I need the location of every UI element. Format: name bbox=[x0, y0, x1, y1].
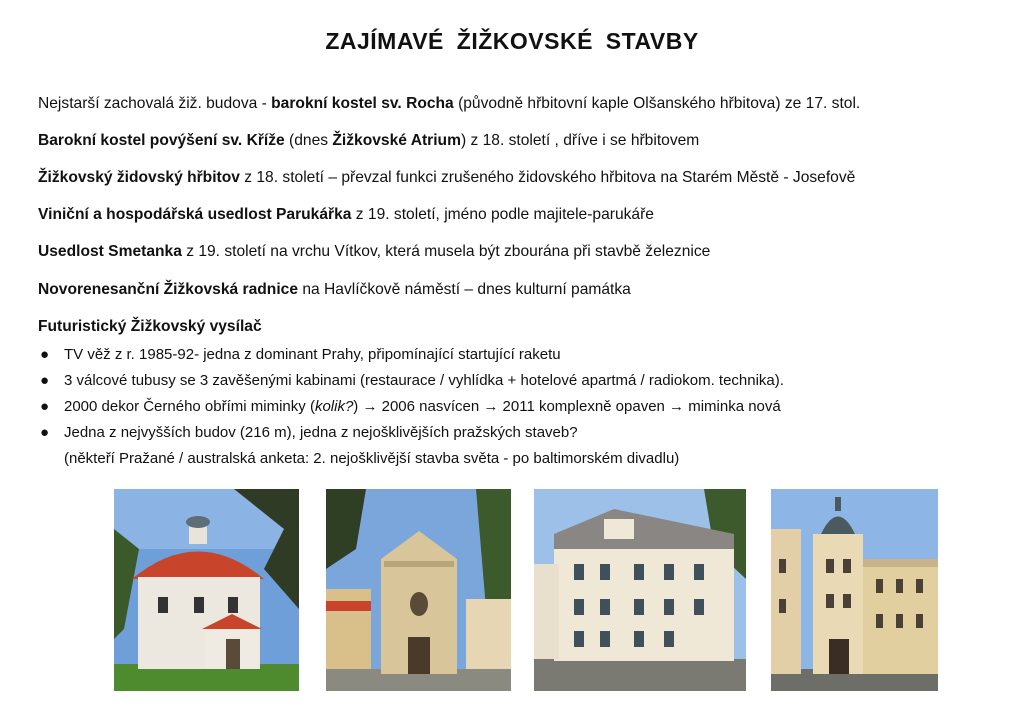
bullet-item: ● Jedna z nejvyšších budov (216 m), jedna z nejošklivějších pražských staveb? bbox=[40, 424, 578, 441]
item-kriz: Barokní kostel povýšení sv. Kříže (dnes Žižkovské Atrium) z 18. století , dříve i se hřbitovem bbox=[38, 132, 700, 149]
photo-rocha-church bbox=[114, 489, 299, 691]
bullet-continuation: (někteří Pražané / australská anketa: 2. nejošklivější stavba světa - po baltimorském divadlu) bbox=[64, 450, 680, 467]
item-parukarka: Viniční a hospodářská usedlost Parukářka z 19. století, jméno podle majitele-parukáře bbox=[38, 206, 654, 223]
item-smetanka: Usedlost Smetanka z 19. století na vrchu Vítkov, která musela být zbourána při stavbě železnice bbox=[38, 243, 711, 260]
item-radnice: Novorenesanční Žižkovská radnice na Havlíčkově náměstí – dnes kulturní památka bbox=[38, 281, 631, 298]
item-hrbitov: Žižkovský židovský hřbitov z 18. století – převzal funkci zrušeného židovského hřbitova na Starém Městě - Josefově bbox=[38, 169, 856, 186]
photo-kriz-church bbox=[326, 489, 511, 691]
page-title: ZAJÍMAVÉ ŽIŽKOVSKÉ STAVBY bbox=[325, 28, 699, 54]
bullet-item: ● 3 válcové tubusy se 3 zavěšenými kabinami (restaurace / vyhlídka + hotelové apartmá / radiokom. technika). bbox=[40, 372, 784, 389]
photo-radnice bbox=[771, 489, 938, 691]
bullet-item: ● TV věž z r. 1985-92- jedna z dominant Prahy, připomínající startující raketu bbox=[40, 346, 561, 363]
item-rocha: Nejstarší zachovalá žiž. budova - barokní kostel sv. Rocha (původně hřbitovní kaple Olšanského hřbitova) ze 17. stol. bbox=[38, 95, 861, 112]
bullet-item: ● 2000 dekor Černého obřími miminky (kolik?) → 2006 nasvícen → 2011 komplexně opaven → miminka nová bbox=[40, 398, 781, 415]
photo-parukarka-building bbox=[534, 489, 746, 691]
item-vysilac: Futuristický Žižkovský vysílač bbox=[38, 318, 262, 335]
